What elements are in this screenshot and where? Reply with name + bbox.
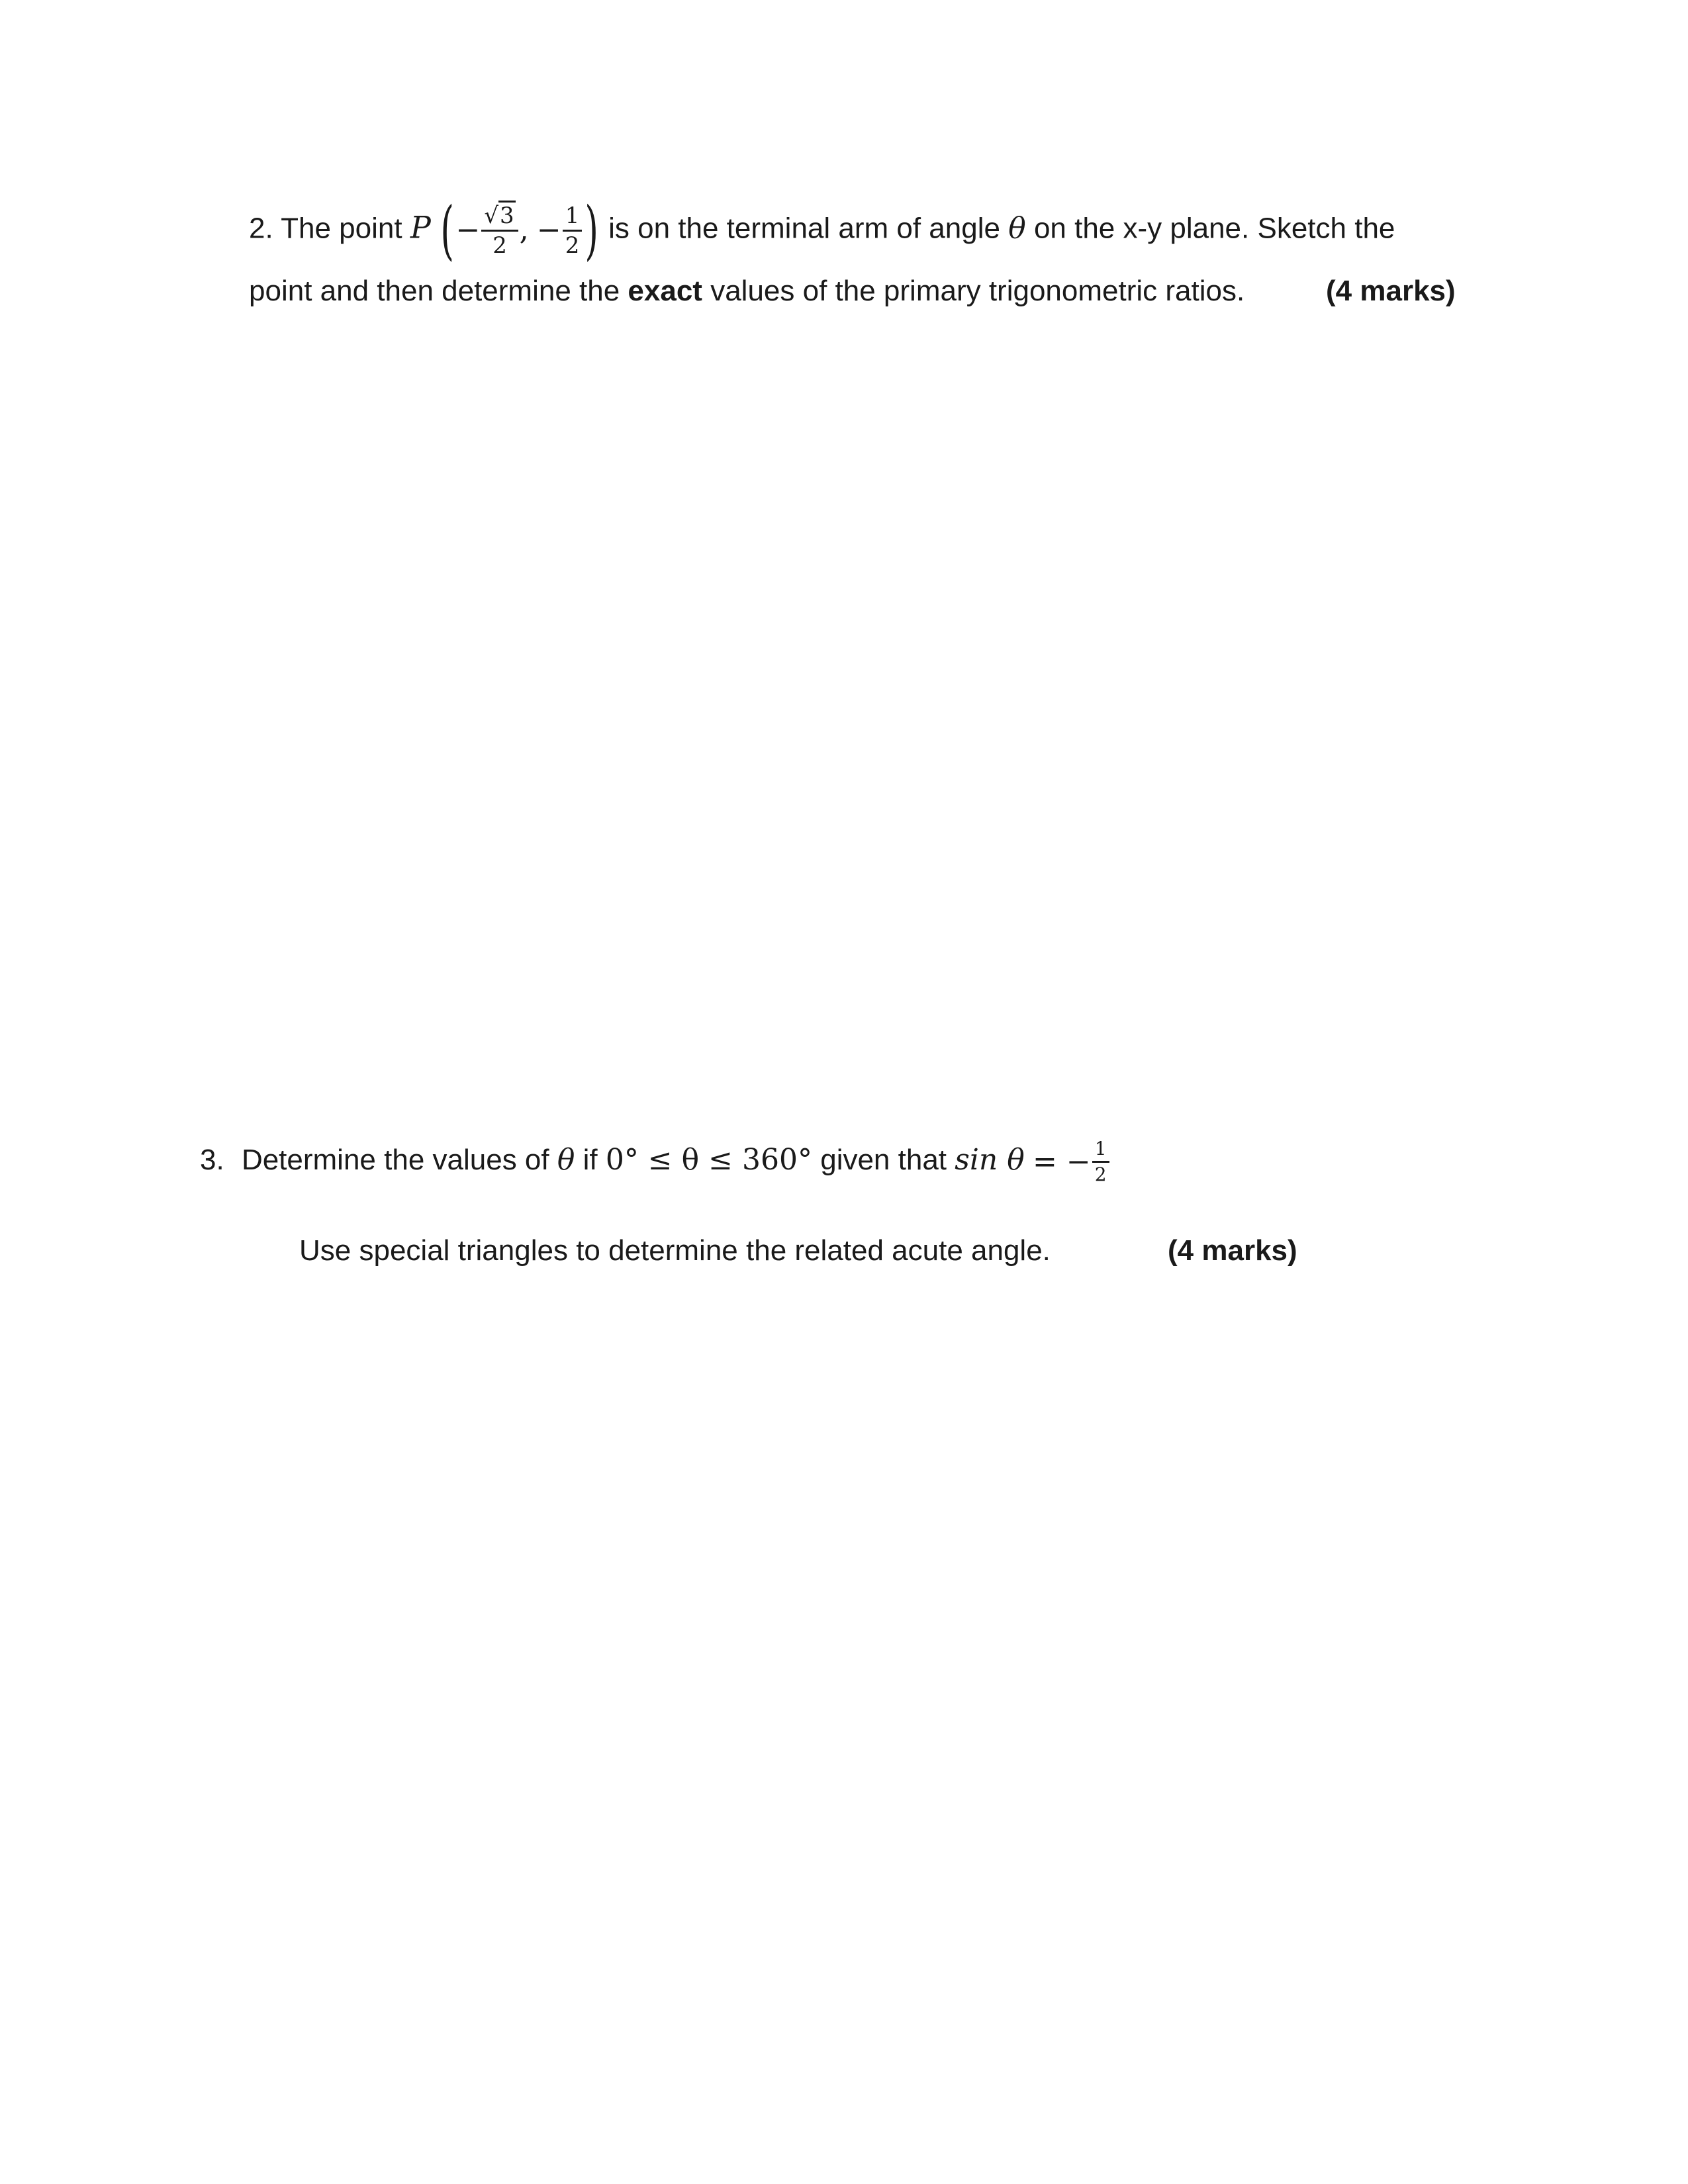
open-parenthesis: ( [440, 193, 455, 267]
sqrt-symbol-group [484, 202, 515, 229]
sine-denominator: 2 [1094, 1163, 1107, 1185]
coord-comma: , [519, 213, 529, 247]
sine-numerator: 1 [1092, 1140, 1109, 1163]
emphasis-exact: exact [628, 275, 702, 307]
question-2-line-2 [249, 277, 1244, 306]
sqrt-symbol: √ [484, 202, 499, 229]
y-numerator: 1 [563, 205, 583, 232]
point-variable: P [410, 209, 431, 246]
sine-value-fraction [1092, 1140, 1109, 1184]
question-number: 3. [200, 1144, 224, 1177]
close-parenthesis: ) [585, 193, 599, 267]
x-coordinate-fraction [481, 202, 518, 259]
x-sign: − [455, 213, 481, 247]
x-numerator: 3 [498, 201, 516, 229]
question-2-line-1 [249, 193, 1395, 267]
x-denominator: 2 [492, 232, 507, 259]
question-3-line-2: Use special triangles to determine the related acute angle. [299, 1234, 1051, 1267]
question-3-line-1 [200, 1140, 1111, 1184]
question-text: The point [281, 212, 402, 245]
question-text: Determine the values of [241, 1144, 549, 1177]
theta-symbol: θ [1008, 211, 1026, 246]
question-text: point and then determine the [249, 275, 620, 307]
y-denominator: 2 [565, 232, 580, 259]
question-text: is on the terminal arm of angle [608, 212, 1000, 245]
question-text: if [583, 1144, 598, 1177]
y-sign: − [536, 213, 561, 247]
question-3-marks: (4 marks) [1168, 1234, 1297, 1267]
question-text: given that [820, 1144, 947, 1177]
question-text: values of the primary trigonometric ratios. [710, 275, 1245, 307]
theta-symbol: θ [557, 1143, 575, 1177]
sine-expression: sin θ [955, 1143, 1025, 1177]
question-2-marks: (4 marks) [1326, 275, 1456, 307]
equals-negative: = − [1032, 1144, 1091, 1179]
question-text: on the x-y plane. Sketch the [1033, 212, 1395, 245]
angle-inequality: 0° ≤ θ ≤ 360° [605, 1143, 812, 1177]
y-coordinate-fraction [563, 202, 583, 259]
question-number: 2. [249, 212, 273, 245]
